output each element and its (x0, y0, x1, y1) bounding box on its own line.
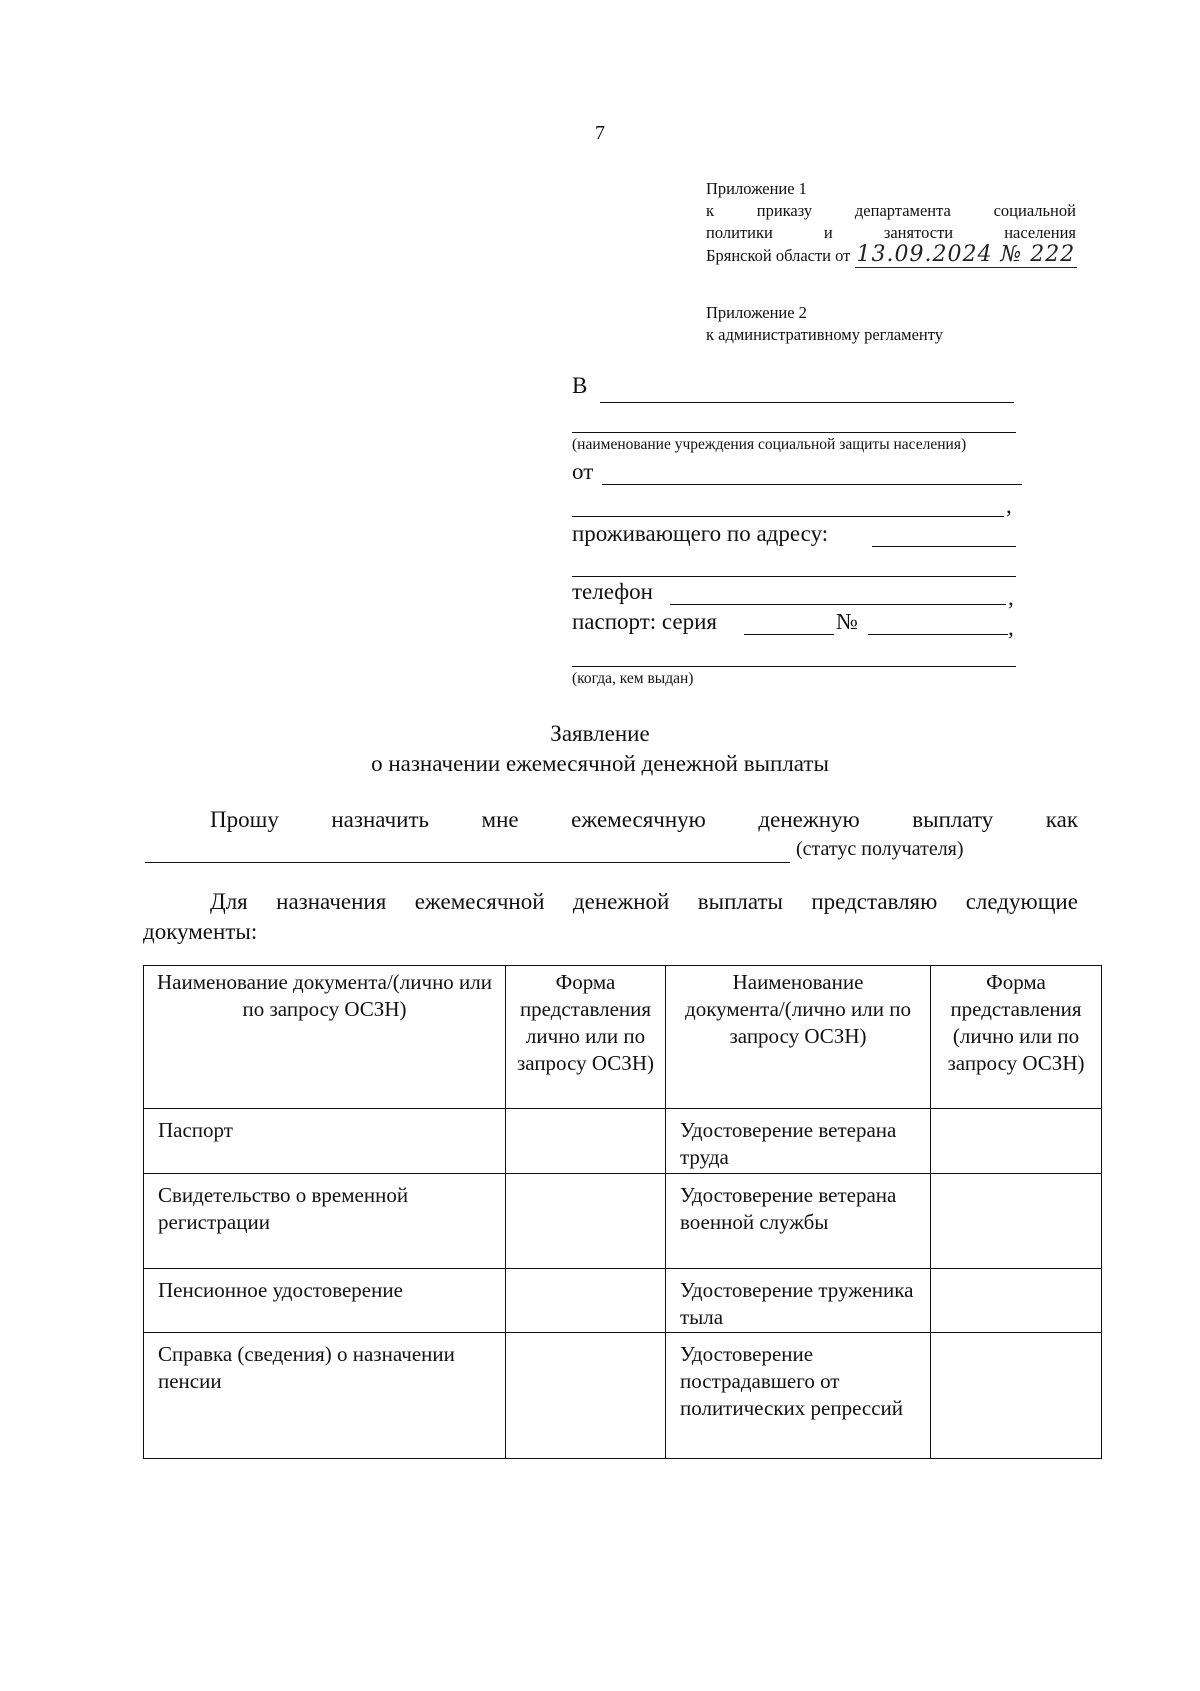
request-word: мне (481, 807, 519, 832)
table-row (144, 1109, 1102, 1174)
submission-form-cell (931, 1269, 1102, 1333)
document-name-cell: Пенсионное удостоверение (144, 1269, 506, 1333)
passport-issued-line (572, 666, 1016, 667)
submission-form-cell (931, 1333, 1102, 1459)
request-word: как (1045, 807, 1078, 832)
table-header-cell: Форма представления (лично или по запросу ОСЗН) (931, 966, 1102, 1109)
document-subtitle: о назначении ежемесячной денежной выплаты (371, 751, 829, 776)
document-name-cell: Удостоверение ветерана труда (666, 1109, 931, 1174)
documents-table (143, 965, 1102, 1459)
intro-word: назначения (276, 889, 387, 914)
table-row (144, 1269, 1102, 1333)
recipient-status-line (145, 862, 790, 863)
passport-label: паспорт: серия (572, 609, 718, 634)
table-header-cell: Наименование документа/(лично или по запросу ОСЗН) (144, 966, 506, 1109)
appendix-1-header (706, 178, 1076, 267)
institution-line-1 (600, 402, 1014, 403)
applicant-name-line-1 (602, 484, 1022, 485)
table-header-cell: Форма представления лично или по запросу ОСЗН) (506, 966, 666, 1109)
residence-line-1 (872, 546, 1016, 547)
appendix-1-word: департамента (854, 201, 951, 220)
institution-hint: (наименование учреждения социальной защиты населения) (572, 436, 967, 453)
submission-form-cell (506, 1333, 666, 1459)
appendix-1-word: социальной (993, 201, 1076, 220)
residence-line-2 (572, 576, 1016, 577)
appendix-1-line-3 (706, 244, 1076, 267)
document-title: Заявление (550, 721, 650, 746)
comma: , (1008, 585, 1014, 610)
document-name-cell: Удостоверение труженика тыла (666, 1269, 931, 1333)
comma: , (1008, 615, 1014, 640)
request-word: назначить (331, 807, 429, 832)
documents-intro-line-2: документы: (143, 919, 258, 944)
table-row (144, 1174, 1102, 1269)
residence-label: проживающего по адресу: (572, 521, 829, 546)
applicant-name-line-2 (572, 516, 1004, 517)
table-header-cell: Наименование документа/(лично или по запросу ОСЗН) (666, 966, 931, 1109)
appendix-2-title: Приложение 2 (706, 303, 807, 322)
handwritten-order-date: 13.09.2024 № 222 (856, 242, 1076, 267)
table-row (144, 1333, 1102, 1459)
intro-word: представляю (811, 889, 938, 914)
from-label: от (572, 459, 594, 484)
passport-number-line (868, 634, 1008, 635)
intro-word: выплаты (697, 889, 783, 914)
appendix-1-line-1 (706, 200, 1076, 222)
request-word: ежемесячную (571, 807, 706, 832)
page-number: 7 (595, 122, 605, 144)
appendix-1-title: Приложение 1 (706, 179, 807, 198)
appendix-1-word: к (706, 201, 715, 220)
intro-word: ежемесячной (414, 889, 545, 914)
phone-label: телефон (572, 579, 653, 604)
intro-word: денежной (572, 889, 670, 914)
submission-form-cell (931, 1174, 1102, 1269)
appendix-1-word: населения (1004, 223, 1076, 242)
phone-line (670, 604, 1006, 605)
number-sign: № (836, 609, 858, 634)
document-name-cell: Удостоверение пострадавшего от политических репрессий (666, 1333, 931, 1459)
submission-form-cell (931, 1109, 1102, 1174)
passport-issued-hint: (когда, кем выдан) (572, 670, 694, 687)
document-name-cell: Удостоверение ветерана военной службы (666, 1174, 931, 1269)
document-name-cell: Паспорт (144, 1109, 506, 1174)
request-word: денежную (758, 807, 860, 832)
appendix-1-word: политики (706, 223, 773, 242)
appendix-1-word: занятости (883, 223, 954, 242)
comma: , (1006, 493, 1012, 518)
appendix-1-line-2 (706, 222, 1076, 244)
submission-form-cell (506, 1109, 666, 1174)
recipient-status-hint: (статус получателя) (796, 838, 964, 860)
request-word: Прошу (210, 807, 279, 832)
institution-line-2 (572, 432, 1016, 433)
intro-word: Для (210, 889, 248, 914)
request-line (210, 806, 1078, 834)
request-word: выплату (912, 807, 994, 832)
submission-form-cell (506, 1174, 666, 1269)
appendix-2-subtitle: к административному регламенту (706, 325, 943, 344)
document-name-cell: Свидетельство о временной регистрации (144, 1174, 506, 1269)
table-header-row (144, 966, 1102, 1109)
submission-form-cell (506, 1269, 666, 1333)
to-label: В (572, 373, 588, 398)
appendix-1-word: приказу (756, 201, 813, 220)
document-name-cell: Справка (сведения) о назначении пенсии (144, 1333, 506, 1459)
documents-intro-line-1 (210, 888, 1078, 916)
intro-word: следующие (965, 889, 1078, 914)
appendix-1-word: и (823, 223, 833, 242)
passport-series-line (744, 634, 834, 635)
appendix-1-date-prefix: Брянской области от (706, 246, 851, 265)
appendix-2-header (706, 302, 1086, 346)
